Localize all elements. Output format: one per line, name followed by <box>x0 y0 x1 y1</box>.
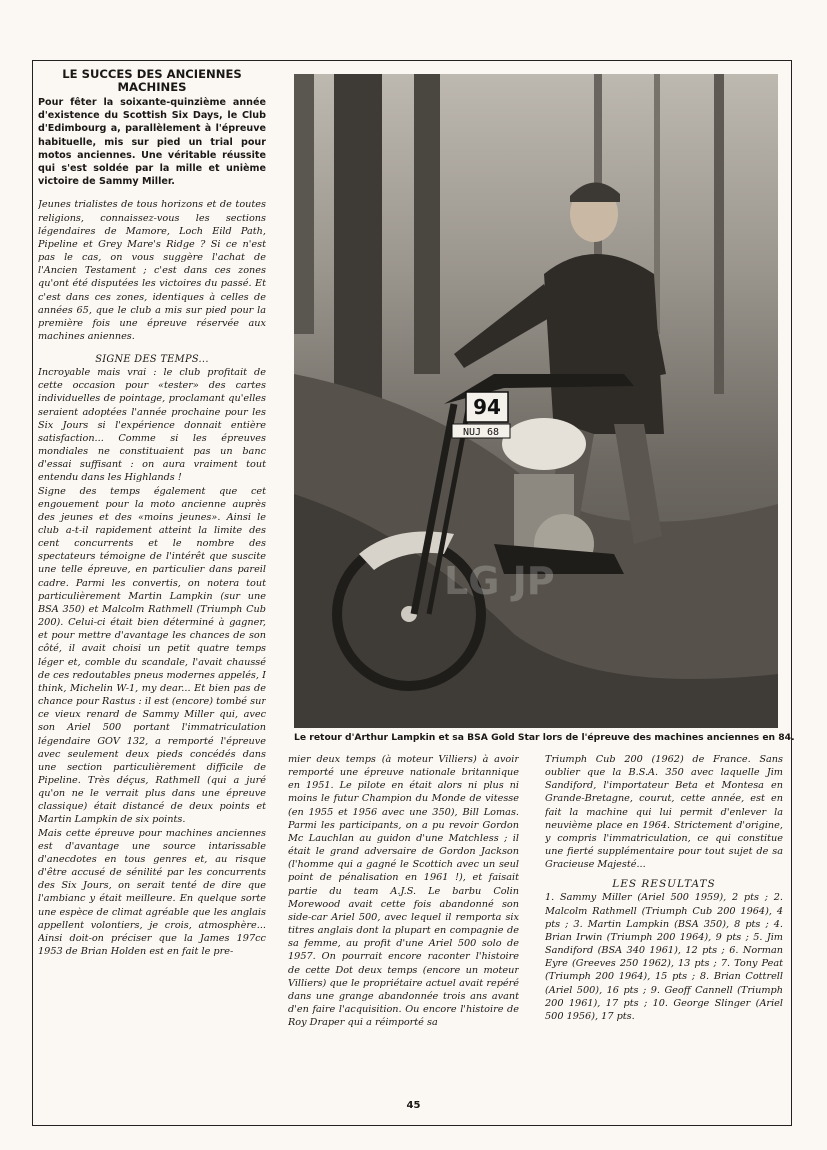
race-number: 94 <box>473 395 501 419</box>
article-intro: Pour fêter la soixante-quinzième année d'existence du Scottish Six Days, le Club d'Edimbourg a, parallèlement à l'épreuve habituelle, mis sur pied un trial pour motos anciennes. Une véritable réussite qui s'est soldée par la mille et unième victoire de Sammy Miller. <box>38 97 266 188</box>
results-list: 1. Sammy Miller (Ariel 500 1959), 2 pts ; 2. Malcolm Rathmell (Triumph Cub 200 1964), 4 pts ; 3. Martin Lampkin (BSA 350), 8 pts ; 4. Brian Irwin (Triumph 200 1964), 9 pts ; 5. Jim Sandiford (BSA 340 1961), 12 pts ; 6. Norman Eyre (Greeves 250 1962), 13 pts ; 7. Tony Peat (Triumph 200 1964), 15 pts ; 8. Brian Cottrell (Ariel 500), 16 pts ; 9. Geoff Cannell (Triumph 200 1961), 17 pts ; 10. George Slinger (Ariel 500 1956), 17 pts. <box>545 892 783 1022</box>
middle-column-text: mier deux temps (à moteur Villiers) à avoir remporté une épreuve nationale britannique en 1951. Le pilote en était alors ni plus ni moins le futur Champion du Monde de vitesse (en 1955 et 1956 avec une 350), Bill Lomas. Parmi les participants, on a pu revoir Gordon Mc Lauchlan au guidon d'une Matchless ; il était le grand adversaire de Gordon Jackson (l'homme qui a gagné le Scottich avec un seul point de pénalisation en 1961 !), et faisait partie du team A.J.S. Le barbu Colin Morewood avait cette fois abandonné son side-car Ariel 500, avec lequel il remporta six titres anglais dont la plupart en compagnie de sa femme, au profit d'une Ariel 500 solo de 1957. On pourrait encore raconter l'histoire de cette Dot deux temps (encore un moteur Villiers) que le propriétaire actuel avait repéré dans une grange abandonnée trois ans avant d'en faire l'acquisition. Ou encore l'histoire de Roy Draper qui a réimporté sa <box>288 754 519 1029</box>
results-heading: LES RESULTATS <box>612 878 716 891</box>
left-column <box>38 68 266 1123</box>
paragraph-1: Jeunes trialistes de tous horizons et de toutes religions, connaissez-vous les sections légendaires de Mamore, Loch Eild Path, Pipeline et Grey Mare's Ridge ? Si ce n'est pas le cas, on vous suggère l'achat de l'Ancien Testament ; c'est dans ces zones qu'ont été disputées les victoires du passé. Et c'est dans ces zones, identiques à celles de années 65, que le club a mis sur pied pour la première fois une épreuve réservée aux machines aniennes. <box>38 199 266 342</box>
paragraph-2: Incroyable mais vrai : le club profitait de cette occasion pour «tester» des cartes individuelles de pointage, proclamant qu'elles seraient adoptées l'année prochaine pour les Six Jours si l'expérience donnait entière satisfaction... Comme si les épreuves mondiales ne constituaient pas un banc d'essai suffisant : on aura vraiment tout entendu dans les Highlands ! <box>38 367 266 484</box>
article-title: LE SUCCES DES ANCIENNES MACHINES <box>62 68 242 94</box>
subheading: SIGNE DES TEMPS... <box>95 354 209 366</box>
photo-caption: Le retour d'Arthur Lampkin et sa BSA Gold Star lors de l'épreuve des machines anciennes en 84. <box>294 732 795 743</box>
paragraph-3: Signe des temps également que cet engouement pour la moto ancienne auprès des jeunes et des «moins jeunes». Ainsi le club a-t-il rapidement atteint la limite des cent concurrents et le nombre des spectateurs témoigne de l'intérêt que suscite une telle épreuve, en particulier dans pareil cadre. Parmi les convertis, on notera tout particulièrement Martin Lampkin (sur une BSA 350) et Malcolm Rathmell (Triumph Cub 200). Celui-ci était bien déterminé à gagner, et pour mettre d'avantage les chances de son côté, il avait choisi un petit quatre temps léger et, comble du scandale, l'avait chaussé de ces redoutables pneus modernes appelés, I think, Michelin W-1, my dear... Et bien pas de chance pour Rastus : il est (encore) tombé sur ce vieux renard de Sammy Miller qui, avec son Ariel 500 portant l'immatriculation légendaire GOV 132, a remporté l'épreuve avec seulement deux pieds concédés dans une section particulièrement difficile de Pipeline. Très déçus, Rathmell (qui a juré qu'on ne le verrait plus dans une épreuve classique) était distancé de deux points et Martin Lampkin de six points. <box>38 485 266 826</box>
right-column-text: Triumph Cub 200 (1962) de France. Sans oublier que la B.S.A. 350 avec laquelle Jim Sandiford, l'importateur Beta et Montesa en Grande-Bretagne, courut, cette année, est en fait la machine qui lui permit d'enlever la neuvième place en 1964. Strictement d'origine, y compris l'immatriculation, ce qui constitue une fierté supplémentaire pour tout sujet de sa Gracieuse Majesté... <box>545 754 783 871</box>
page-number: 45 <box>406 1100 421 1111</box>
trial-motorcycle-photo <box>294 74 778 728</box>
middle-column <box>288 753 519 1123</box>
right-column <box>545 753 783 1123</box>
registration-plate: NUJ 68 <box>462 427 500 438</box>
paragraph-4: Mais cette épreuve pour machines anciennes est d'avantage une source intarissable d'anecdotes en tous genres et, au risque d'être accusé de sénilité par les concurrents des Six Jours, on serait tenté de dire que l'ambianc y était meilleure. En quelque sorte une espèce de climat agréable que les anglais appellent volontiers, je crois, atmosphère... Ainsi doit-on préciser que la James 197cc 1953 de Brian Holden est en fait le pre- <box>38 827 266 958</box>
watermark: LG JP <box>444 559 555 603</box>
